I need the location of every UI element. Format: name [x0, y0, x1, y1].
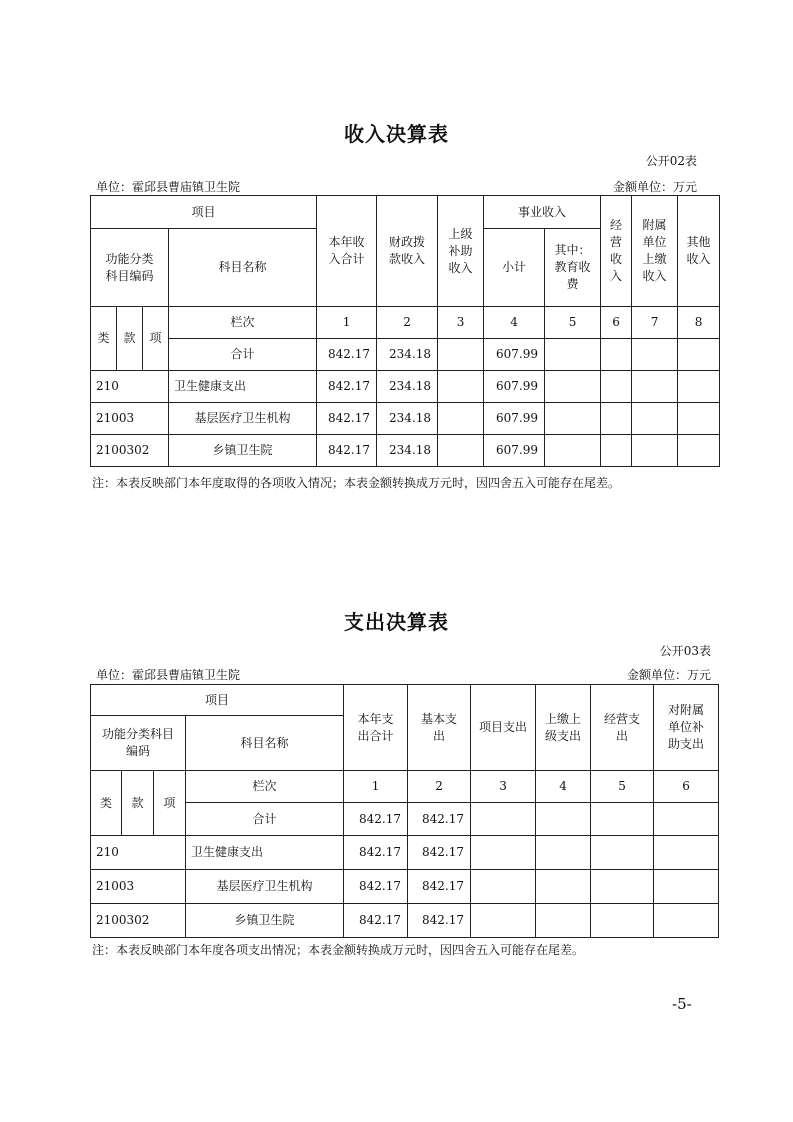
expense-form-number: 公开03表	[659, 644, 711, 658]
col-number: 4	[536, 771, 591, 803]
income-form-number: 公开02表	[645, 154, 697, 168]
total-expense-value: 842.17	[344, 904, 408, 938]
table-row	[91, 403, 720, 435]
basic-expense-value: 842.17	[408, 836, 471, 870]
superior-subsidy-value	[438, 339, 484, 371]
subject-name: 卫生健康支出	[186, 836, 344, 870]
table-row	[91, 371, 720, 403]
header-lei: 类	[91, 771, 122, 836]
fiscal-income-value: 234.18	[377, 435, 438, 467]
basic-expense-value: 842.17	[408, 870, 471, 904]
upper-level-expense-value	[536, 836, 591, 870]
subtotal-value: 607.99	[484, 403, 545, 435]
header-subject-name: 科目名称	[186, 716, 344, 771]
header-project-expense: 项目支出	[471, 685, 536, 771]
header-education-fee: 其中： 教育收 费	[545, 229, 601, 307]
table-row	[91, 435, 720, 467]
header-lei: 类	[91, 307, 117, 371]
operating-expense-value	[591, 904, 654, 938]
fiscal-income-value: 234.18	[377, 339, 438, 371]
other-income-value	[678, 371, 720, 403]
header-upper-level-expense: 上缴上 级支出	[536, 685, 591, 771]
header-function-code: 功能分类 科目编码	[91, 229, 169, 307]
project-expense-value	[471, 803, 536, 836]
table-row	[91, 904, 719, 938]
header-xiang: 项	[154, 771, 186, 836]
function-code: 21003	[91, 403, 169, 435]
operating-income-value	[601, 371, 632, 403]
income-total-row	[91, 339, 720, 371]
col-number: 4	[484, 307, 545, 339]
col-number: 8	[678, 307, 720, 339]
income-title: 收入决算表	[344, 122, 449, 146]
affiliated-subsidy-value	[654, 803, 719, 836]
header-project: 项目	[91, 685, 344, 716]
header-basic-expense: 基本支 出	[408, 685, 471, 771]
header-total-expense: 本年支 出合计	[344, 685, 408, 771]
other-income-value	[678, 339, 720, 371]
col-number: 2	[408, 771, 471, 803]
superior-subsidy-value	[438, 371, 484, 403]
fiscal-income-value: 234.18	[377, 371, 438, 403]
expense-total-row	[91, 803, 719, 836]
header-lanci: 栏次	[186, 771, 344, 803]
header-kuan: 款	[117, 307, 143, 371]
income-unit: 单位：霍邱县曹庙镇卫生院	[96, 180, 241, 194]
subtotal-value: 607.99	[484, 339, 545, 371]
operating-income-value	[601, 403, 632, 435]
project-expense-value	[471, 904, 536, 938]
total-label: 合计	[169, 339, 317, 371]
education-fee-value	[545, 339, 601, 371]
total-expense-value: 842.17	[344, 870, 408, 904]
page-number: -5-	[672, 995, 692, 1013]
header-operating-income: 经 营 收 入	[601, 196, 632, 307]
project-expense-value	[471, 836, 536, 870]
col-number: 3	[471, 771, 536, 803]
header-business-income: 事业收入	[484, 196, 601, 229]
header-fiscal-income: 财政拨 款收入	[377, 196, 438, 307]
upper-level-expense-value	[536, 870, 591, 904]
affiliated-income-value	[632, 403, 678, 435]
affiliated-income-value	[632, 371, 678, 403]
affiliated-income-value	[632, 339, 678, 371]
col-number: 5	[591, 771, 654, 803]
header-xiang: 项	[143, 307, 169, 371]
operating-income-value	[601, 339, 632, 371]
table-row	[91, 836, 719, 870]
header-operating-expense: 经营支 出	[591, 685, 654, 771]
col-number: 6	[654, 771, 719, 803]
col-number: 6	[601, 307, 632, 339]
table-row	[91, 870, 719, 904]
function-code: 210	[91, 836, 186, 870]
other-income-value	[678, 403, 720, 435]
header-affiliated-subsidy: 对附属 单位补 助支出	[654, 685, 719, 771]
education-fee-value	[545, 371, 601, 403]
total-income-value: 842.17	[317, 403, 377, 435]
header-other-income: 其他 收入	[678, 196, 720, 307]
function-code: 21003	[91, 870, 186, 904]
function-code: 2100302	[91, 904, 186, 938]
total-label: 合计	[186, 803, 344, 836]
function-code: 210	[91, 371, 169, 403]
header-subtotal: 小计	[484, 229, 545, 307]
fiscal-income-value: 234.18	[377, 403, 438, 435]
other-income-value	[678, 435, 720, 467]
operating-expense-value	[591, 803, 654, 836]
operating-income-value	[601, 435, 632, 467]
expense-unit: 单位：霍邱县曹庙镇卫生院	[96, 668, 241, 682]
income-amount-unit: 金额单位：万元	[612, 180, 697, 194]
subtotal-value: 607.99	[484, 435, 545, 467]
function-code: 2100302	[91, 435, 169, 467]
subject-name: 基层医疗卫生机构	[186, 870, 344, 904]
expense-title: 支出决算表	[344, 610, 449, 634]
expense-note: 注：本表反映部门本年度各项支出情况；本表金额转换成万元时，因四舍五入可能存在尾差。	[92, 943, 585, 957]
col-number: 5	[545, 307, 601, 339]
subject-name: 乡镇卫生院	[169, 435, 317, 467]
header-function-code: 功能分类科目 编码	[91, 716, 186, 771]
superior-subsidy-value	[438, 435, 484, 467]
subject-name: 卫生健康支出	[169, 371, 317, 403]
affiliated-subsidy-value	[654, 836, 719, 870]
operating-expense-value	[591, 836, 654, 870]
operating-expense-value	[591, 870, 654, 904]
header-subject-name: 科目名称	[169, 229, 317, 307]
upper-level-expense-value	[536, 904, 591, 938]
col-number: 1	[344, 771, 408, 803]
header-kuan: 款	[122, 771, 154, 836]
subject-name: 乡镇卫生院	[186, 904, 344, 938]
total-expense-value: 842.17	[344, 803, 408, 836]
col-number: 7	[632, 307, 678, 339]
basic-expense-value: 842.17	[408, 904, 471, 938]
upper-level-expense-value	[536, 803, 591, 836]
header-lanci: 栏次	[169, 307, 317, 339]
education-fee-value	[545, 435, 601, 467]
income-table	[90, 195, 720, 467]
col-number: 2	[377, 307, 438, 339]
expense-amount-unit: 金额单位：万元	[626, 668, 711, 682]
col-number: 3	[438, 307, 484, 339]
affiliated-subsidy-value	[654, 904, 719, 938]
total-expense-value: 842.17	[344, 836, 408, 870]
education-fee-value	[545, 403, 601, 435]
header-superior-subsidy: 上级 补助 收入	[438, 196, 484, 307]
col-number: 1	[317, 307, 377, 339]
affiliated-subsidy-value	[654, 870, 719, 904]
total-income-value: 842.17	[317, 435, 377, 467]
header-project: 项目	[91, 196, 317, 229]
basic-expense-value: 842.17	[408, 803, 471, 836]
subtotal-value: 607.99	[484, 371, 545, 403]
header-affiliated-income: 附属 单位 上缴 收入	[632, 196, 678, 307]
project-expense-value	[471, 870, 536, 904]
income-note: 注：本表反映部门本年度取得的各项收入情况；本表金额转换成万元时，因四舍五入可能存在尾差。	[92, 476, 621, 490]
affiliated-income-value	[632, 435, 678, 467]
total-income-value: 842.17	[317, 339, 377, 371]
expense-table	[90, 684, 719, 938]
header-total-income: 本年收 入合计	[317, 196, 377, 307]
total-income-value: 842.17	[317, 371, 377, 403]
subject-name: 基层医疗卫生机构	[169, 403, 317, 435]
superior-subsidy-value	[438, 403, 484, 435]
